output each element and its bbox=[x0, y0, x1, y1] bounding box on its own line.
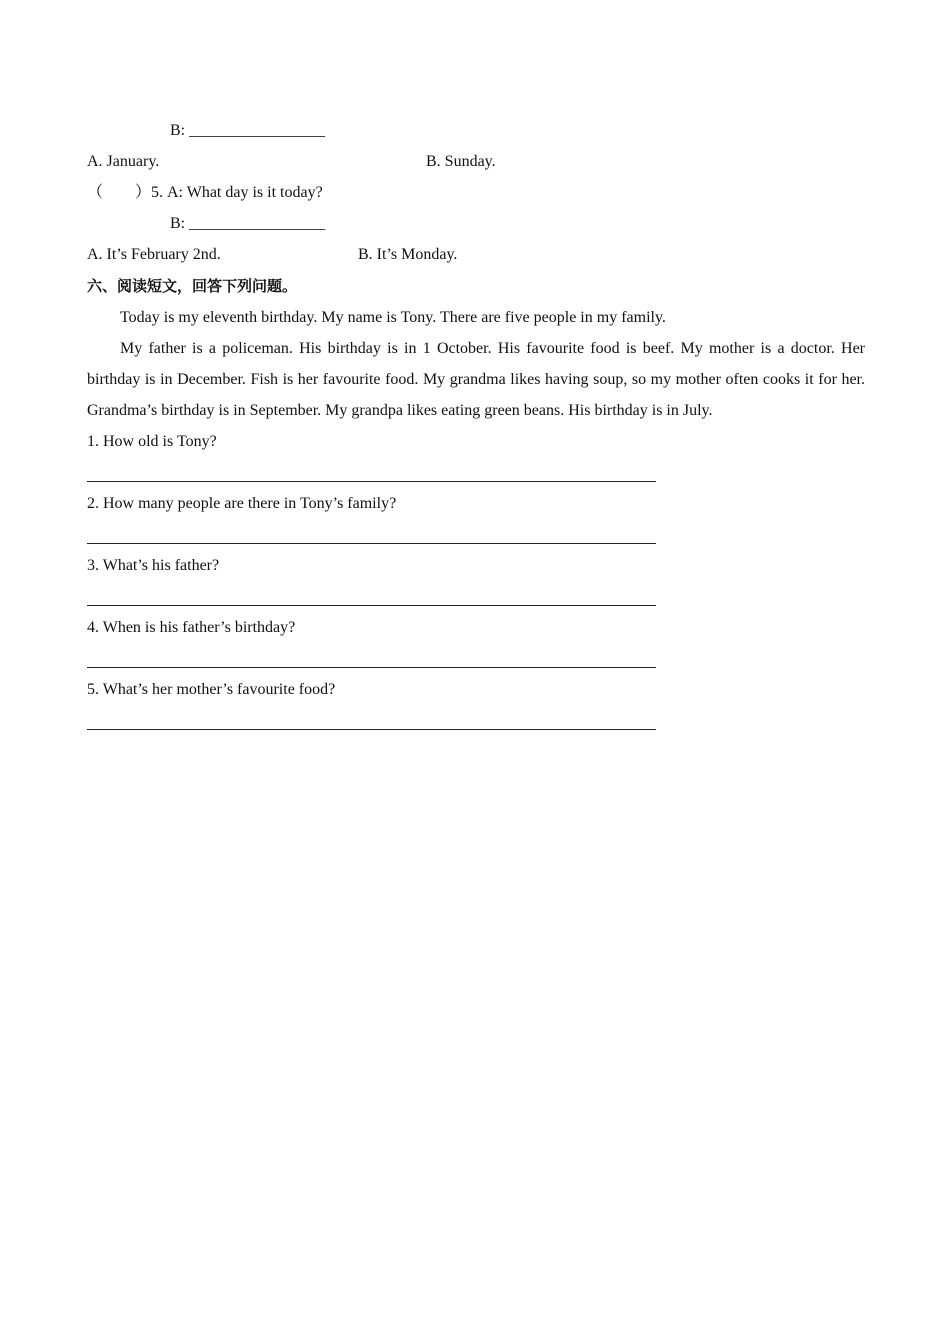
answer-line-4[interactable] bbox=[87, 667, 656, 668]
answer-line-2[interactable] bbox=[87, 543, 656, 544]
reading-question-3: 3. What’s his father? bbox=[87, 557, 220, 574]
answer-line-3[interactable] bbox=[87, 605, 656, 606]
reading-question-2: 2. How many people are there in Tony’s family? bbox=[87, 495, 397, 512]
q5-question: （ ）5. A: What day is it today? bbox=[87, 184, 323, 201]
q5-option-a: A. It’s February 2nd. bbox=[87, 246, 221, 263]
passage-paragraph-2: My father is a policeman. His birthday is in 1 October. His favourite food is beef. My mother is a doctor. Her birthday is in December. Fish is her favourite food. My grandma likes having soup, so my mother often cooks it for her. Grandma’s birthday is in September. My grandpa likes eating green beans. His birthday is in July. bbox=[87, 340, 865, 419]
answer-line-1[interactable] bbox=[87, 481, 656, 482]
answer-line-5[interactable] bbox=[87, 729, 656, 730]
section-heading: 六、阅读短文，回答下列问题。 bbox=[87, 277, 298, 295]
q4-answer-prompt: B: _________________ bbox=[170, 122, 326, 139]
q5-answer-prompt: B: _________________ bbox=[170, 215, 326, 232]
q4-option-a: A. January. bbox=[87, 153, 160, 170]
passage-paragraph-1: Today is my eleventh birthday. My name is Tony. There are five people in my family. bbox=[120, 309, 666, 326]
q4-option-b: B. Sunday. bbox=[426, 153, 496, 170]
reading-question-4: 4. When is his father’s birthday? bbox=[87, 619, 296, 636]
reading-question-1: 1. How old is Tony? bbox=[87, 433, 217, 450]
reading-question-5: 5. What’s her mother’s favourite food? bbox=[87, 681, 336, 698]
q5-option-b: B. It’s Monday. bbox=[358, 246, 458, 263]
